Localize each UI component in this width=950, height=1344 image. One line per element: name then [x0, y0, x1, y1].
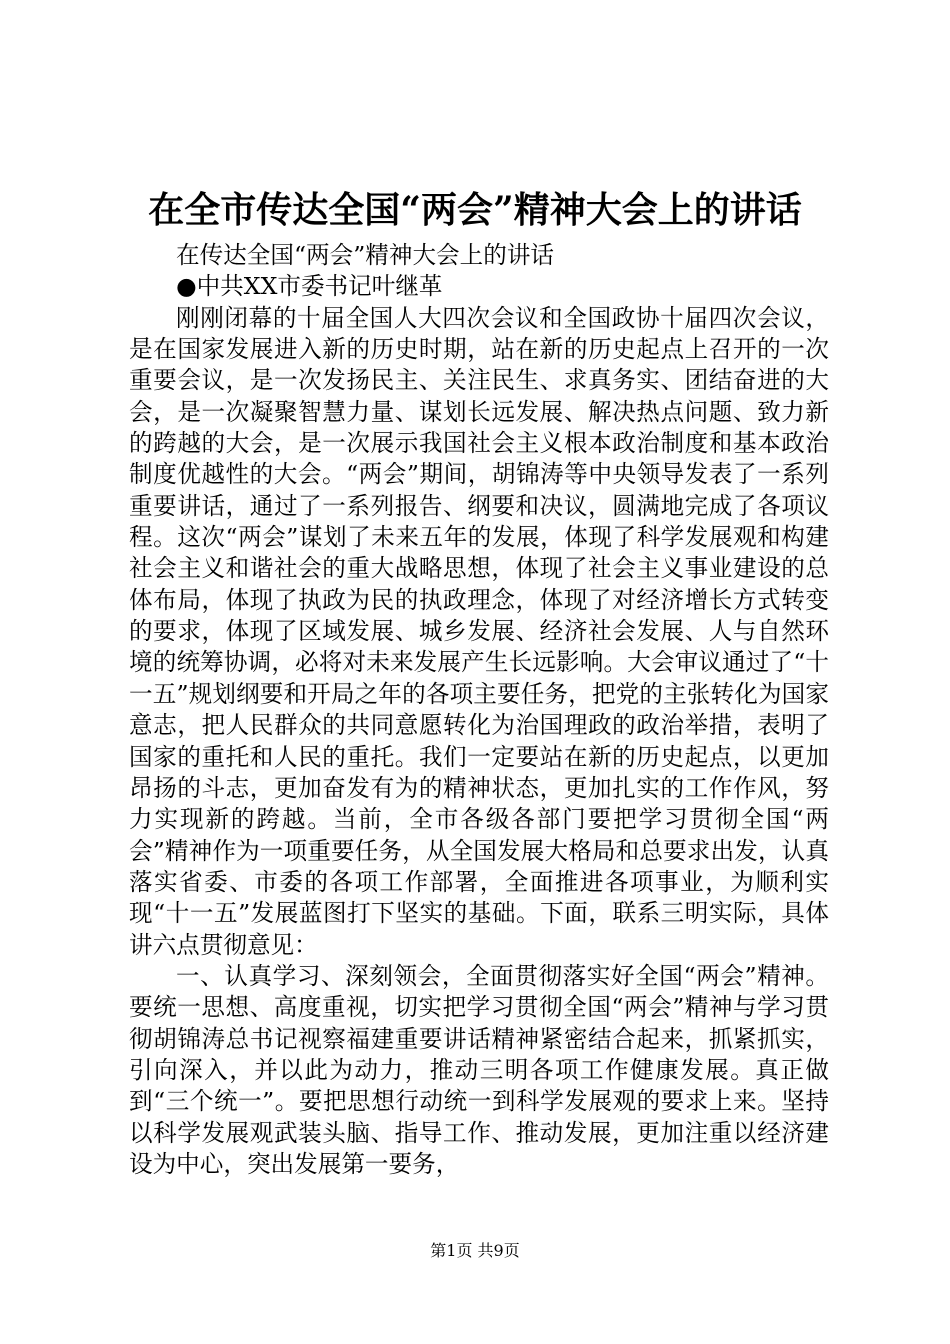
- author-line: ●中共XX市委书记叶继革: [176, 272, 443, 301]
- body-paragraph: 刚刚闭幕的十届全国人大四次会议和全国政协十届四次会议，是在国家发展进入新的历史时期，站在新的历史起点上召开的一次重要会议，是一次发扬民主、关注民生、求真务实、团结奋进的大会，是一次凝聚智慧力量、谋划长远发展、解决热点问题、致力新的跨越的大会，是一次展示我国社会主义根本政治制度和基本政治制度优越性的大会。“两会”期间，胡锦涛等中央领导发表了一系列重要讲话，通过了一系列报告、纲要和决议，圆满地完成了各项议程。这次“两会”谋划了未来五年的发展，体现了科学发展观和构建社会主义和谐社会的重大战略思想，体现了社会主义事业建设的总体布局，体现了执政为民的执政理念，体现了对经济增长方式转变的要求，体现了区域发展、城乡发展、经济社会发展、人与自然环境的统筹协调，必将对未来发展产生长远影响。大会审议通过了“十一五”规划纲要和开局之年的各项主要任务，把党的主张转化为国家意志，把人民群众的共同意愿转化为治国理政的政治举措，表明了国家的重托和人民的重托。我们一定要站在新的历史起点，以更加昂扬的斗志，更加奋发有为的精神状态，更加扎实的工作作风，努力实现新的跨越。当前，全市各级各部门要把学习贯彻全国“两会”精神作为一项重要任务，从全国发展大格局和总要求出发，认真落实省委、市委的各项工作部署，全面推进各项事业，为顺利实现“十一五”发展蓝图打下坚实的基础。下面，联系三明实际，具体讲六点贯彻意见：: [129, 303, 829, 959]
- document-title: 在全市传达全国“两会”精神大会上的讲话: [148, 189, 802, 231]
- body-paragraph: 一、认真学习、深刻领会，全面贯彻落实好全国“两会”精神。要统一思想、高度重视，切实把学习贯彻全国“两会”精神与学习贯彻胡锦涛总书记视察福建重要讲话精神紧密结合起来，抓紧抓实，引向深入，并以此为动力，推动三明各项工作健康发展。真正做到“三个统一”。要把思想行动统一到科学发展观的要求上来。坚持以科学发展观武装头脑、指导工作、推动发展，更加注重以经济建设为中心，突出发展第一要务，: [129, 961, 829, 1178]
- document-body: [129, 240, 829, 1180]
- subtitle-line: 在传达全国“两会”精神大会上的讲话: [176, 241, 555, 269]
- page-footer: 第1页 共9页: [430, 1241, 520, 1260]
